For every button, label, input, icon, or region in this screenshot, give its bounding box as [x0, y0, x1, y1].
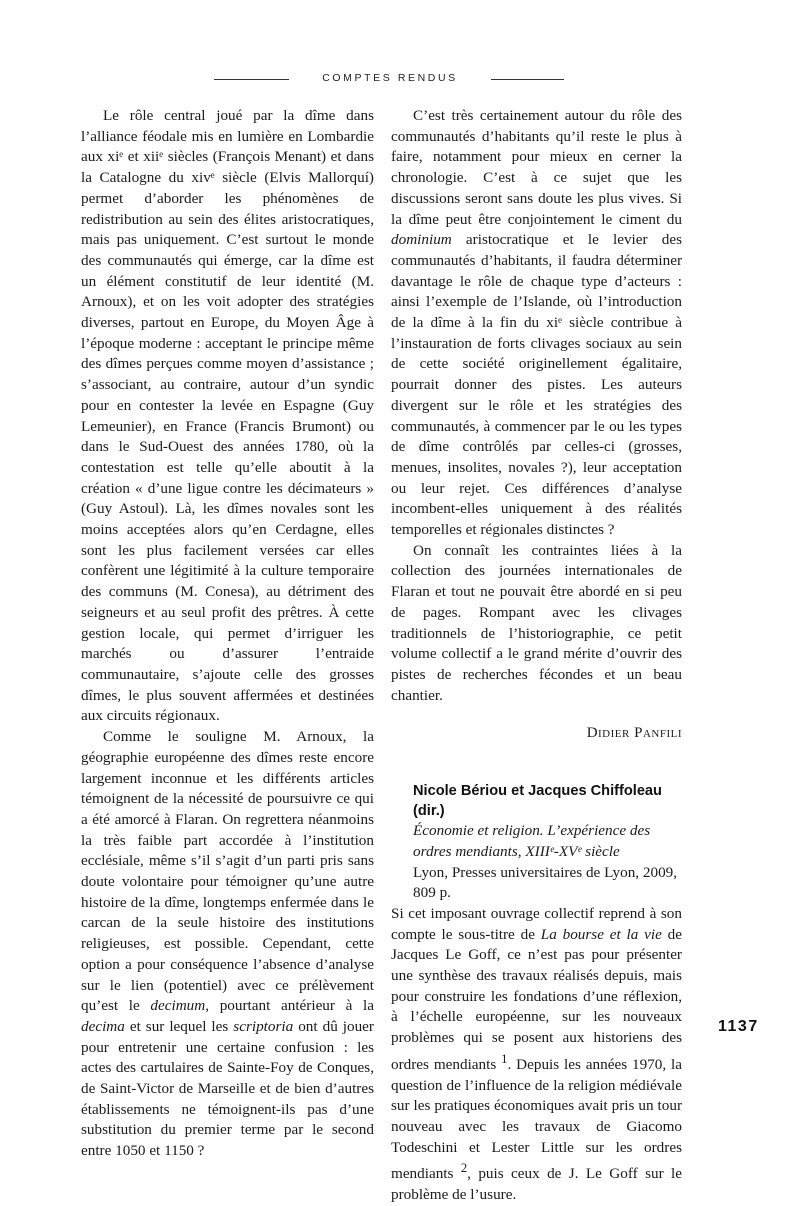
- page-number: 1137: [718, 1018, 759, 1035]
- term-decimum: decimum: [150, 997, 206, 1015]
- text-run: ont dû jouer pour entretenir une certaine confusion : les actes des cartulaires de Sainte-Foy de Conques, de Saint-Victor de Marseille et de bien d’autres établissements ne témoignent-ils pas d’une substitution du premier terme par le second entre 1050 et 1150 ?: [81, 1017, 374, 1160]
- book-title: Économie et religion. L’expérience des ordres mendiants, XIIIᵉ-XVᵉ siècle: [413, 822, 651, 860]
- term-decima: decima: [81, 1017, 125, 1035]
- header-rule-right: [491, 79, 564, 80]
- text-run: de Jacques Le Goff, ce n’est pas pour présenter une synthèse des travaux réalisés depuis, mais pour construire les fondations d’une réflexion, à l’échelle européenne, sur les nouveaux problèmes qui se posent aux historiens des ordres mendiants: [391, 925, 682, 1073]
- text-run: . Depuis les années 1970, la question de l’influence de la religion médiévale sur les pratiques économiques avait pris un tour nouveau avec les travaux de Giacomo Todeschini et Lester Little sur les ordres mendiants: [391, 1055, 682, 1183]
- text-run: Si cet imposant ouvrage collectif reprend à son compte le sous-titre de: [391, 904, 682, 943]
- right-paragraph-1: [391, 106, 682, 541]
- left-paragraph-2: [81, 727, 374, 1162]
- review-signature: Didier Panfili: [586, 725, 682, 742]
- text-run: Comme le souligne M. Arnoux, la géographie européenne des dîmes reste encore largement inconnue et les différents articles témoignent de la nécessité de poursuivre ce qui a été amorcé à Flaran. On regrettera néanmoins la très faible part accordée à l’institution ecclésiale, même s’il s’agit d’un parti pris sans doute volontaire pour témoigner qu’une autre histoire de la dîme, longtemps enfermée dans le carcan de la seule histoire des institutions religieuses, est possible. Cependant, cette option a pour conséquence l’absence d’analyse sur le lien (potentiel) avec ce prélèvement qu’est le: [81, 728, 374, 1015]
- text-run: aristocratique et le levier des communautés d’habitants, il faudra déterminer davantage le rôle de chaque type d’acteurs : ainsi l’exemple de l’Islande, où l’introduction de la dîme à la fin du xiᵉ siècle contribue à l’instauration de forts clivages sociaux au sein de cette société originellement égalitaire, pourrait donner des pistes. Les auteurs divergent sur le rôle et les stratégies des communautés, à commencer par le ou les types de dîme contrôlés par celles-ci (grosses, menues, insolites, novales ?), leur acceptation ou leur rejet. Ces différences d’analyse incombent-elles uniquement à des réalités temporelles et régionales distinctes ?: [391, 231, 682, 539]
- book-publisher: Lyon, Presses universitaires de Lyon, 2009, 809 p.: [413, 863, 678, 902]
- right-paragraph-2: On connaît les contraintes liées à la collection des journées internationales de Flaran et tout ne pouvait être abordé en si peu de pages. Rompant avec les clivages traditionnels de l’historiographie, ce petit volume collectif a le grand mérite d’ouvrir des pistes de recherches fécondes et un beau chantier.: [391, 541, 682, 704]
- book-reference: [391, 781, 682, 904]
- left-paragraph-1: Le rôle central joué par la dîme dans l’alliance féodale mis en lumière en Lombardie aux xiᵉ et xiiᵉ siècles (François Menant) et dans la Catalogne du xivᵉ siècle (Elvis Mallorquí) permet d’aborder les phénomènes de redistribution au sein des élites aristocratiques, mais pas uniquement. C’est surtout le monde des communautés qui émerge, car la dîme est un élément constitutif de leur identité (M. Arnoux), et on les voit adopter des stratégies diverses, partout en Europe, du Moyen Âge à l’époque moderne : acceptant le principe même des dîmes perçues comme moyen d’assistance ; s’associant, au contraire, autour d’un syndic pour en contester la levée en Espagne (Guy Lemeunier), en France (Francis Brumont) ou dans le Sud-Ouest des années 1780, où la contestation est telle qu’elle aboutit à la création « d’une ligue contre les décimateurs » (Guy Astoul). Là, les dîmes novales sont les moins acceptées alors qu’en Cerdagne, elles sont les plus facilement versées car elles confèrent une légitimité à la culture temporaire des communs (M. Conesa), au détriment des seigneurs et au seul profit des prêtres. À cette gestion locale, qui permet d’irriguer les marchés ou d’assurer l’entraide communautaire, s’ajoute celle des grosses dîmes, le plus souvent affermées et destinées aux circuits régionaux.: [81, 107, 374, 725]
- book-authors: Nicole Bériou et Jacques Chiffoleau (dir.): [413, 783, 662, 820]
- term-scriptoria: scriptoria: [233, 1017, 294, 1035]
- left-column: [81, 106, 374, 1162]
- text-run: et sur lequel les: [124, 1017, 234, 1035]
- running-header-title: COMPTES RENDUS: [322, 72, 458, 84]
- text-run: C’est très certainement autour du rôle des communautés d’habitants qu’il reste le plus à faire, notamment pour mieux en cerner la chronologie. C’est à ce sujet que les discussions seront sans doute les plus vives. Si la dîme peut être conjointement le ciment du: [391, 107, 682, 228]
- footnote-ref-1[interactable]: 1: [501, 1051, 508, 1066]
- term-dominium: dominium: [391, 231, 452, 249]
- text-run: , puis ceux de J. Le Goff sur le problème de l’usure.: [391, 1165, 682, 1204]
- review-paragraph: [391, 904, 682, 1206]
- text-run: , pourtant antérieur à la: [205, 997, 375, 1015]
- footnote-ref-2[interactable]: 2: [460, 1161, 468, 1176]
- right-column: [391, 106, 682, 1206]
- cited-title: La bourse et la vie: [540, 925, 662, 943]
- header-rule-left: [214, 79, 289, 80]
- running-header: [0, 70, 800, 90]
